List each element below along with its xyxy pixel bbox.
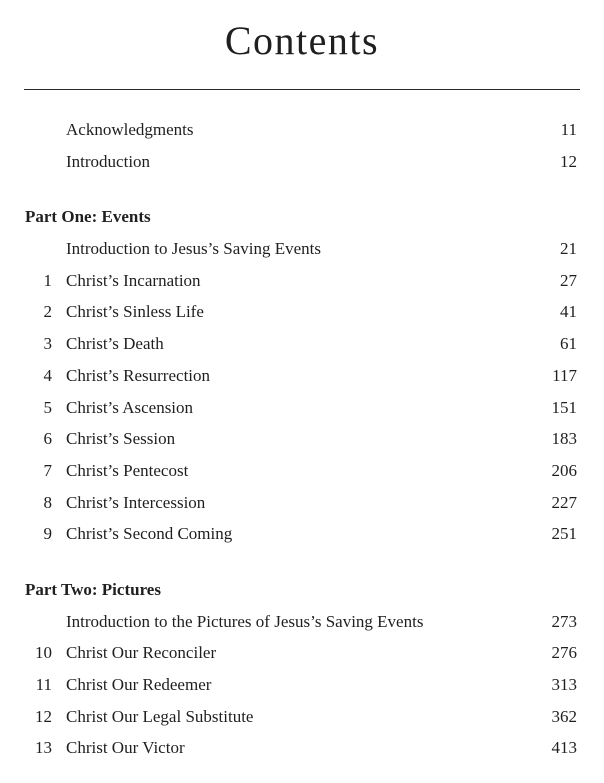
chapter-number: 4	[43, 365, 52, 385]
toc-entry[interactable]	[0, 423, 604, 455]
toc-entry[interactable]	[0, 328, 604, 360]
entry-title: Christ Our Victor	[66, 738, 185, 758]
entry-page-number: 11	[560, 120, 577, 139]
entry-page-number: 313	[551, 675, 577, 694]
toc-entry[interactable]	[0, 296, 604, 328]
toc-entry-acknowledgments[interactable]	[0, 114, 604, 146]
entry-title: Introduction to Jesus’s Saving Events	[66, 239, 321, 259]
toc-entry[interactable]	[0, 360, 604, 392]
toc-entry[interactable]	[0, 487, 604, 519]
chapter-number: 7	[43, 460, 52, 480]
toc-entry[interactable]	[0, 455, 604, 487]
section-spacer	[0, 550, 604, 574]
entry-page-number: 21	[560, 239, 577, 259]
entry-title: Christ’s Incarnation	[66, 270, 201, 290]
toc-entry-introduction[interactable]	[0, 146, 604, 178]
entry-page-number: 251	[551, 524, 577, 544]
toc-entry[interactable]	[0, 637, 604, 669]
page-title: Contents	[224, 18, 380, 63]
entry-page-number: 61	[560, 334, 577, 354]
chapter-number: 13	[35, 738, 52, 758]
entry-page-number: 183	[551, 429, 577, 449]
entry-page-number: 362	[551, 706, 577, 726]
chapter-number: 9	[43, 524, 52, 544]
toc-entry[interactable]	[0, 518, 604, 550]
toc-entry[interactable]	[0, 669, 604, 701]
toc-entry[interactable]	[0, 606, 604, 638]
toc-entry[interactable]	[0, 392, 604, 424]
entry-page-number: 276	[551, 643, 577, 663]
entry-title: Introduction	[66, 151, 151, 171]
entry-title: Christ’s Death	[66, 334, 164, 354]
entry-title: Christ’s Intercession	[66, 492, 206, 512]
part-heading: Part One: Events	[25, 207, 151, 227]
toc-entry[interactable]	[0, 701, 604, 733]
entry-title: Christ’s Ascension	[66, 397, 194, 417]
entry-page-number: 151	[551, 397, 577, 417]
entry-page-number: 273	[551, 611, 577, 631]
entry-title: Introduction to the Pictures of Jesus’s Saving Events	[66, 611, 424, 631]
chapter-number: 6	[43, 429, 52, 449]
chapter-number: 8	[43, 492, 52, 512]
chapter-number: 3	[43, 334, 52, 354]
chapter-number: 11	[35, 675, 52, 694]
toc-entry[interactable]	[0, 233, 604, 265]
part-heading: Part Two: Pictures	[25, 579, 161, 599]
entry-title: Christ’s Resurrection	[66, 365, 211, 385]
front-matter	[0, 114, 604, 177]
entry-title: Christ’s Pentecost	[66, 460, 189, 480]
entry-title: Christ Our Legal Substitute	[66, 706, 254, 726]
section-spacer	[0, 177, 604, 201]
entry-page-number: 41	[560, 302, 577, 322]
title-divider	[24, 89, 580, 90]
chapter-number: 12	[35, 706, 52, 726]
part-two-section	[0, 574, 604, 764]
chapter-number: 10	[35, 643, 52, 663]
entry-page-number: 206	[551, 460, 577, 480]
entry-title: Christ’s Session	[66, 429, 176, 449]
toc-entry[interactable]	[0, 732, 604, 764]
entry-title: Christ’s Sinless Life	[66, 302, 204, 322]
entry-title: Acknowledgments	[66, 120, 194, 139]
chapter-number: 1	[43, 270, 52, 290]
entry-page-number: 27	[560, 270, 577, 290]
toc-entry[interactable]	[0, 265, 604, 297]
entry-page-number: 227	[551, 492, 577, 512]
table-of-contents	[0, 114, 604, 764]
part-one-section	[0, 201, 604, 550]
entry-title: Christ’s Second Coming	[66, 524, 233, 544]
entry-page-number: 117	[552, 365, 577, 385]
entry-page-number: 12	[560, 151, 577, 171]
chapter-number: 2	[43, 302, 52, 322]
entry-page-number: 413	[551, 738, 577, 758]
entry-title: Christ Our Redeemer	[66, 675, 212, 694]
chapter-number: 5	[43, 397, 52, 417]
entry-title: Christ Our Reconciler	[66, 643, 217, 663]
